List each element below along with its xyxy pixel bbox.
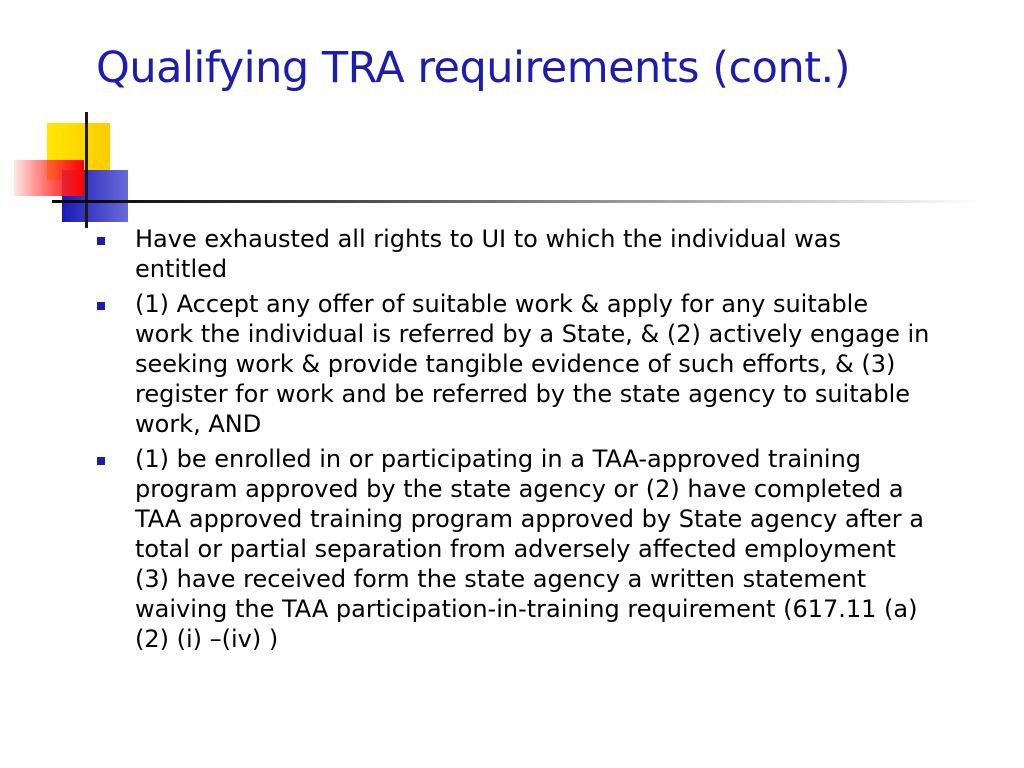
- logo-red-bar: [14, 160, 84, 196]
- square-bullet-icon: [97, 302, 105, 310]
- title-divider-line: [52, 200, 982, 203]
- slide-decoration: [0, 0, 1024, 240]
- slide-title: Qualifying TRA requirements (cont.): [96, 43, 851, 93]
- bullet-list: [92, 224, 932, 659]
- square-bullet-icon: [97, 237, 105, 245]
- bullet-item: [92, 444, 932, 654]
- logo-vertical-line: [85, 112, 88, 228]
- bullet-item: [92, 224, 932, 284]
- bullet-text: (1) Accept any offer of suitable work & apply for any suitable work the individual is referred by a State, & (2) actively engage in seeking work & provide tangible evidence of such efforts, & (3) register for work and be referred by the state agency to suitable work, AND: [135, 290, 930, 438]
- bullet-text: (1) be enrolled in or participating in a TAA-approved training program approved by the state agency or (2) have completed a TAA approved training program approved by State agency after a total or partial separation from adversely affected employment (3) have received form the state agency a written statement waiving the TAA participation-in-training requirement (617.11 (a) (2) (i) –(iv) ): [135, 445, 924, 653]
- bullet-text: Have exhausted all rights to UI to which the individual was entitled: [135, 225, 841, 283]
- square-bullet-icon: [97, 457, 105, 465]
- bullet-item: [92, 289, 932, 439]
